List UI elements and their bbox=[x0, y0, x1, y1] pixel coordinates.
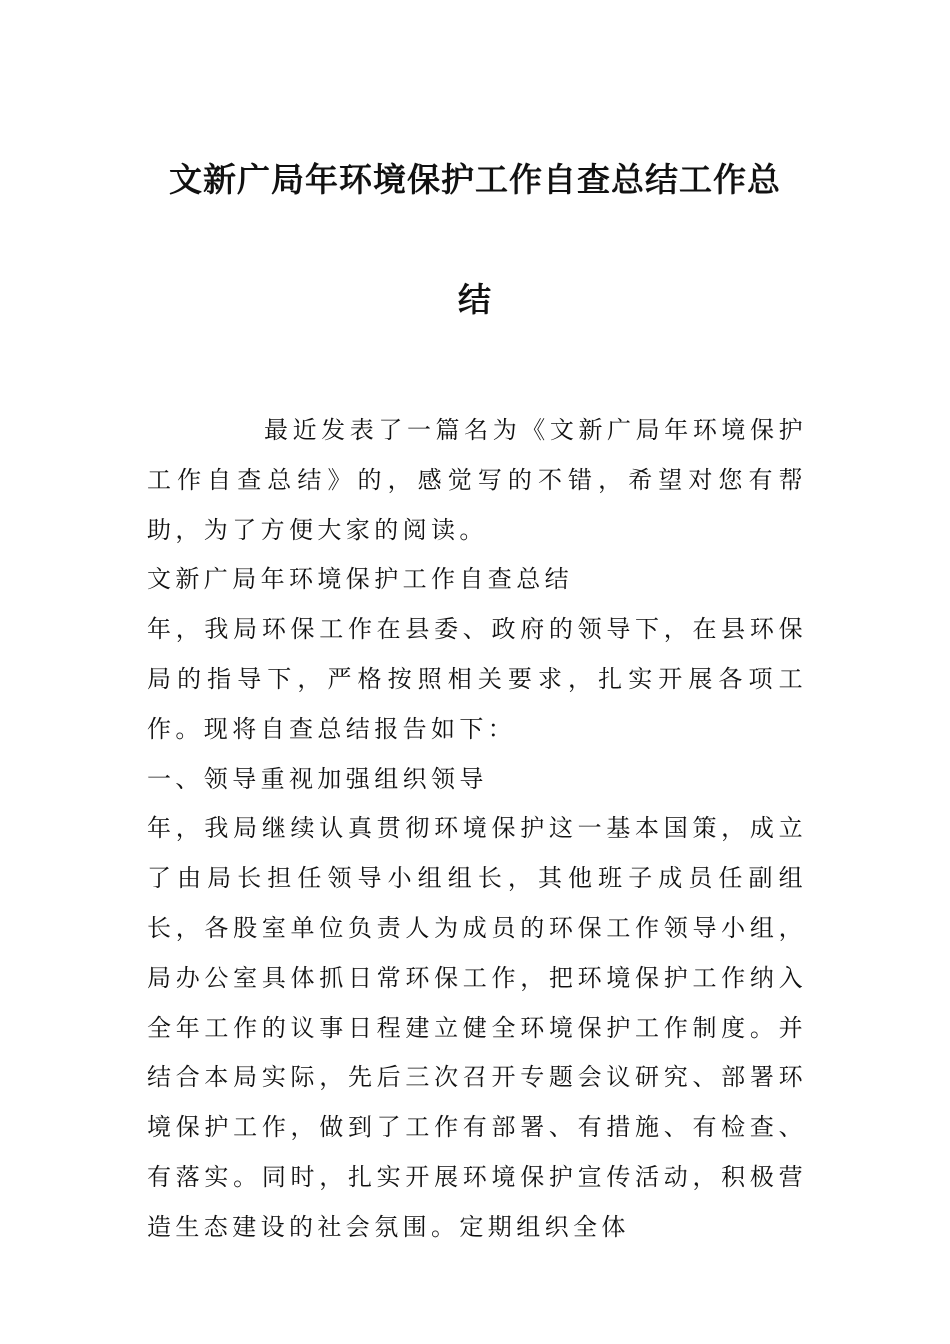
overview-paragraph: 年，我局环保工作在县委、政府的领导下，在县环保局的指导下，严格按照相关要求，扎实开展各项工作。现将自查总结报告如下： bbox=[147, 615, 807, 743]
subtitle-paragraph: 文新广局年环境保护工作自查总结 bbox=[147, 565, 573, 594]
section-paragraph: 年，我局继续认真贯彻环境保护这一基本国策，成立了由局长担任领导小组组长，其他班子成员任副组长，各股室单位负责人为成员的环保工作领导小组，局办公室具体抓日常环保工作，把环境保护工作纳入全年工作的议事日程建立健全环境保护工作制度。并结合本局实际，先后三次召开专题会议研究、部署环境保护工作，做到了工作有部署、有措施、有检查、有落实。同时，扎实开展环境保护宣传活动，积极营造生态建设的社会氛围。定期组织全体 bbox=[147, 814, 807, 1241]
document-title-line-1: 文新广局年环境保护工作自查总结工作总 bbox=[169, 160, 781, 199]
document-title-line-2: 结 bbox=[458, 280, 492, 319]
document-body bbox=[147, 406, 807, 1253]
intro-paragraph: 最近发表了一篇名为《文新广局年环境保护工作自查总结》的，感觉写的不错，希望对您有帮助，为了方便大家的阅读。 bbox=[147, 416, 807, 544]
section-heading: 一、领导重视加强组织领导 bbox=[147, 764, 488, 793]
